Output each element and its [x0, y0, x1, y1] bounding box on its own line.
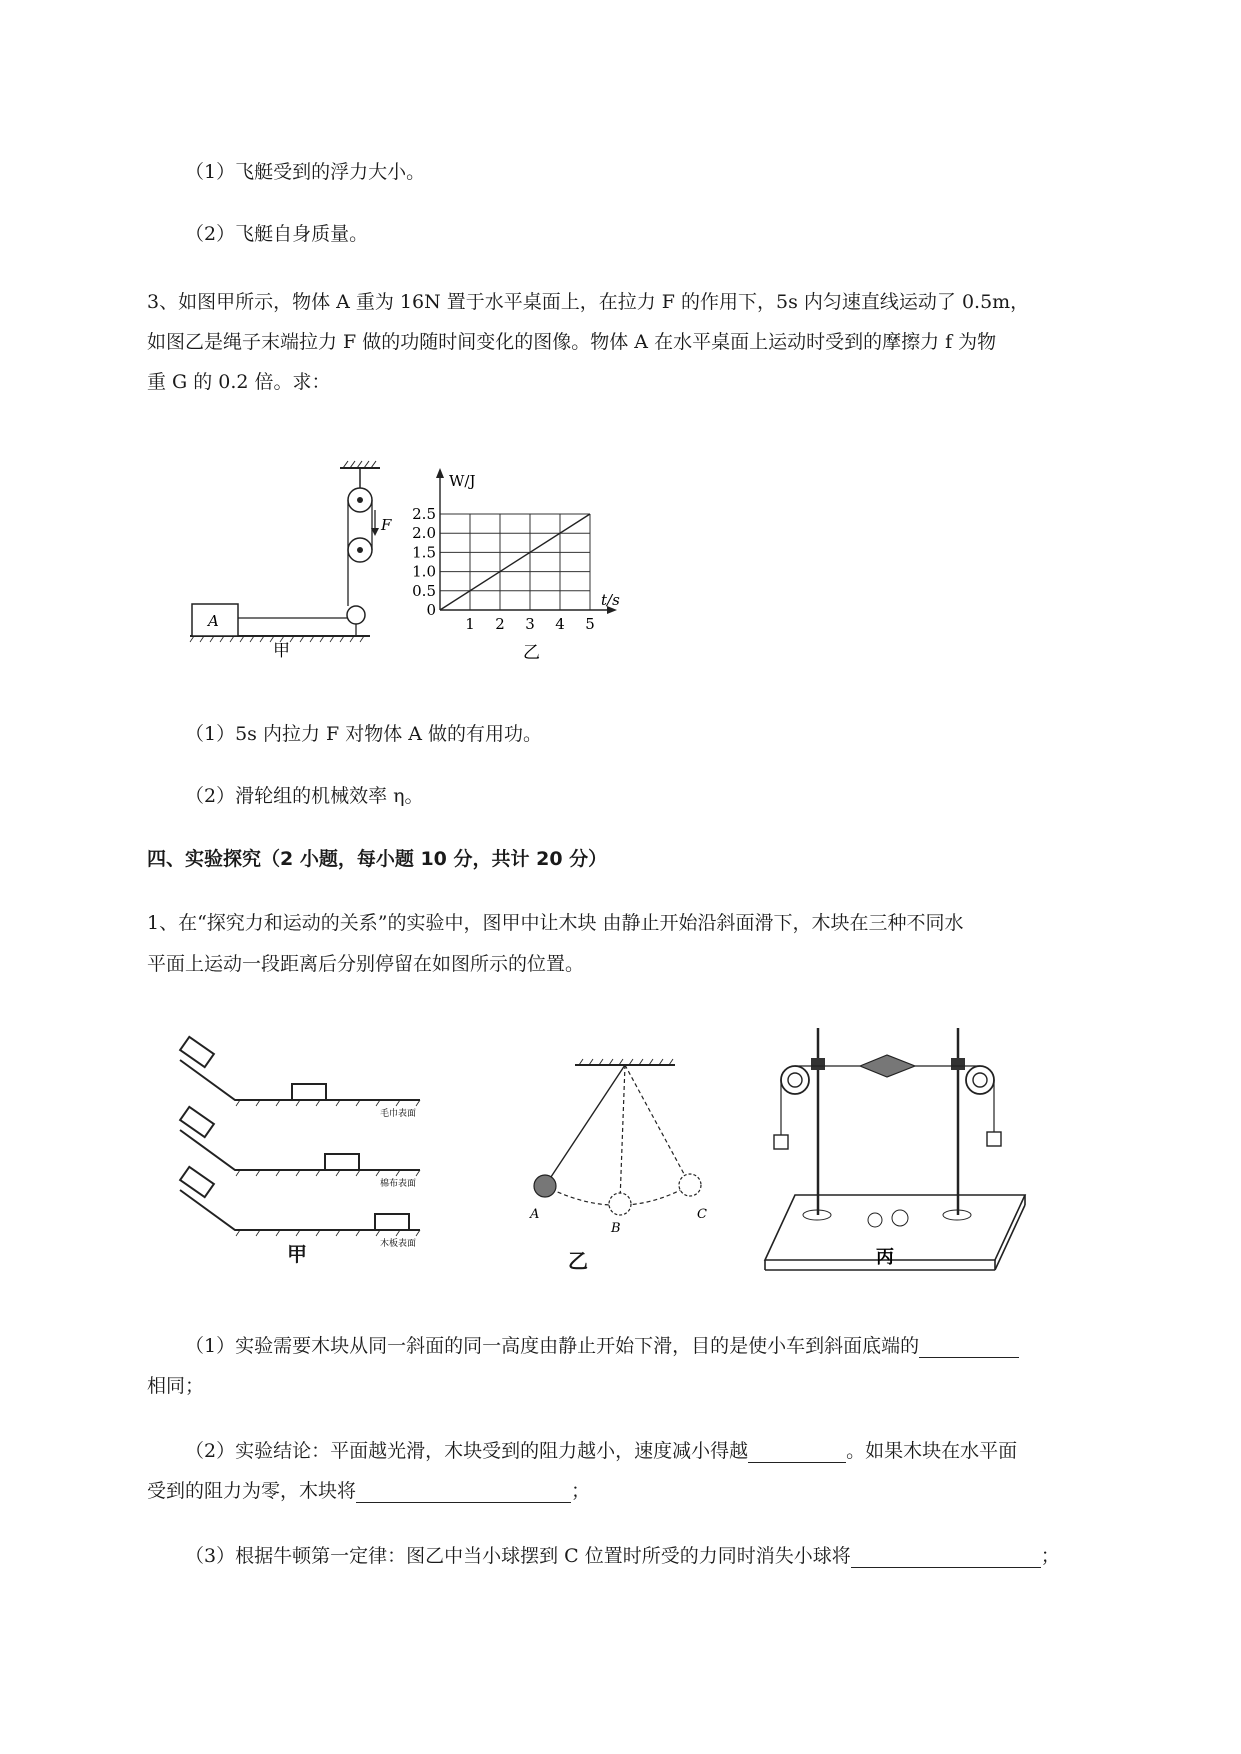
s4-sub2-line2	[147, 1479, 590, 1503]
s4-q1-line2: 平面上运动一段距离后分别停留在如图所示的位置。	[147, 953, 585, 975]
x-axis-label: t/s	[601, 591, 620, 609]
point-c-label: C	[697, 1207, 707, 1222]
x-tick-label: 1	[465, 615, 475, 633]
answer-blank-3[interactable]	[356, 1482, 571, 1503]
surface-label-cotton: 棉布表面	[380, 1179, 417, 1189]
fig2-jia-caption: 甲	[287, 1242, 307, 1266]
y-tick-label: 2.5	[412, 505, 436, 523]
x-tick-label: 5	[585, 615, 595, 633]
answer-blank-2[interactable]	[748, 1442, 846, 1463]
y-tick-label: 0.5	[412, 581, 436, 600]
q3-line2: 如图乙是绳子末端拉力 F 做的功随时间变化的图像。物体 A 在水平桌面上运动时受到的摩擦力 f 为物	[147, 331, 997, 353]
block-a-label: A	[208, 612, 219, 630]
pendulum-figure	[525, 1055, 705, 1235]
apparatus-figure	[765, 1020, 1035, 1270]
s4-sub2-text-a: （2）实验结论：平面越光滑，木块受到的阻力越小，速度减小得越	[185, 1440, 749, 1462]
x-tick-label: 3	[525, 615, 535, 633]
q2-sub2: （2）飞艇自身质量。	[185, 223, 369, 245]
surface-label-wood: 木板表面	[380, 1239, 417, 1249]
s4-sub3-semicolon: ；	[1040, 1545, 1060, 1567]
fig-yi-caption: 乙	[523, 643, 540, 663]
pulley-system-figure	[190, 448, 390, 663]
answer-blank-4[interactable]	[851, 1547, 1041, 1568]
fig2-yi-caption: 乙	[568, 1249, 588, 1273]
x-tick-label: 4	[555, 615, 565, 633]
q3-line1: 3、如图甲所示，物体 A 重为 16N 置于水平桌面上，在拉力 F 的作用下，5s 内匀速直线运动了 0.5m，	[147, 291, 1030, 313]
q3-sub2: （2）滑轮组的机械效率 η。	[185, 785, 424, 807]
s4-sub2-text-d: ；	[571, 1480, 591, 1502]
answer-blank-1[interactable]	[919, 1337, 1019, 1358]
fig2-bing-caption: 丙	[876, 1247, 894, 1268]
surface-label-towel: 毛巾表面	[380, 1109, 417, 1119]
fig-jia-caption: 甲	[273, 641, 290, 661]
y-tick-label: 1.5	[412, 543, 436, 562]
s4-sub1-text: （1）实验需要木块从同一斜面的同一高度由静止开始下滑，目的是使小车到斜面底端的	[185, 1335, 920, 1357]
y-axis-label: W/J	[449, 472, 476, 490]
s4-sub2-text-c: 受到的阻力为零，木块将	[147, 1480, 357, 1502]
x-tick-label: 2	[495, 615, 505, 633]
q3-sub1: （1）5s 内拉力 F 对物体 A 做的有用功。	[185, 723, 543, 745]
force-label: F	[381, 516, 392, 534]
work-line	[440, 514, 590, 610]
s4-sub1-line1	[185, 1334, 1019, 1358]
y-tick-label: 1.0	[412, 562, 436, 581]
section-heading: 四、实验探究（2 小题，每小题 10 分，共计 20 分）	[147, 848, 608, 870]
point-b-label: B	[611, 1221, 621, 1236]
s4-sub2-line1	[185, 1439, 1017, 1463]
s4-sub3-line	[185, 1544, 1060, 1568]
incline-surfaces-figure	[180, 1030, 440, 1265]
s4-sub2-text-b: 。如果木块在水平面	[846, 1440, 1018, 1462]
s4-sub3-text: （3）根据牛顿第一定律：图乙中当小球摆到 C 位置时所受的力同时消失小球将	[185, 1545, 851, 1567]
s4-q1-line1: 1、在“探究力和运动的关系”的实验中，图甲中让木块 由静止开始沿斜面滑下，木块在三种不同水	[147, 912, 964, 934]
y-tick-label: 0	[426, 601, 436, 619]
point-a-label: A	[530, 1207, 540, 1222]
pendulum-ball	[534, 1175, 556, 1197]
y-tick-label: 2.0	[412, 524, 436, 543]
s4-sub1-line2: 相同；	[147, 1375, 205, 1397]
q2-sub1: （1）飞艇受到的浮力大小。	[185, 161, 426, 183]
q3-line3: 重 G 的 0.2 倍。求：	[147, 371, 331, 393]
work-time-chart	[395, 468, 635, 668]
